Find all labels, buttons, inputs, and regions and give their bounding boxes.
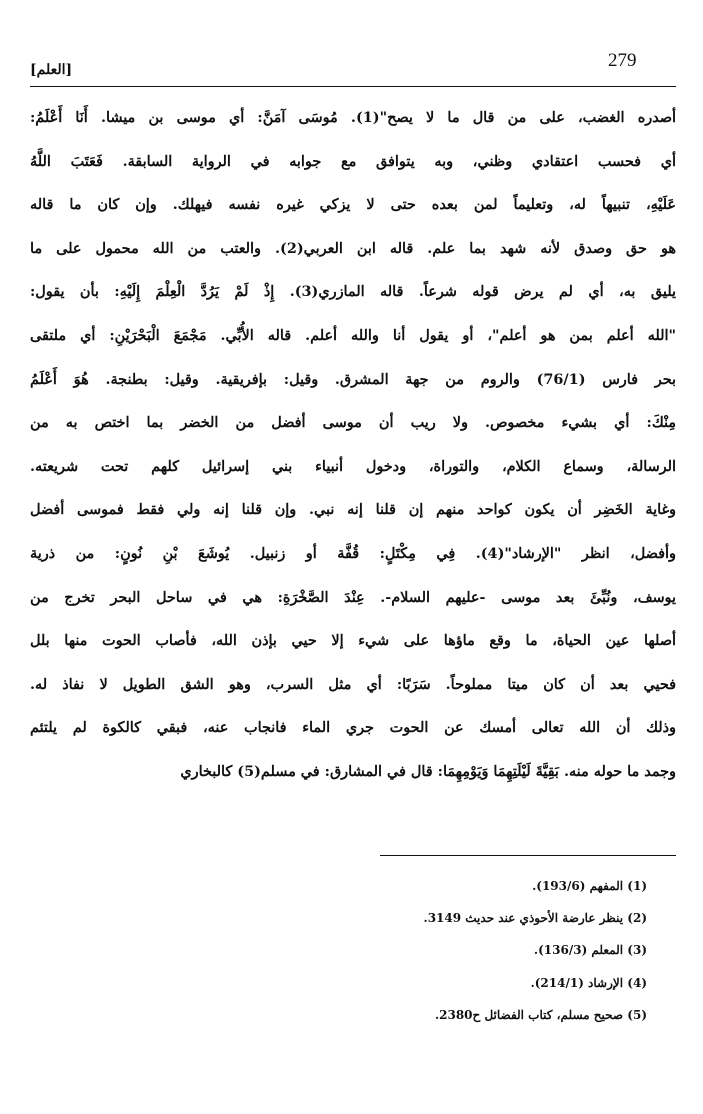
text-line: أي فحسب اعتقادي وظني، وبه يتوافق مع جوابه في الرواية السابقة. فَعَتَبَ اللَّهُ xyxy=(30,152,676,170)
footnote: (1) المفهم (193/6). xyxy=(532,879,647,893)
text-line: وغاية الخَضِر أن يكون كواحد منهم إن قلنا إنه نبي. وإن قلنا إنه ولي فقط فموسى أفضل xyxy=(30,501,676,519)
text-line: يليق به، أي لم يرض قوله شرعاً. قاله المازري(3). إِذْ لَمْ يَرُدَّ الْعِلْمَ إِلَيْهِ: بأن يقول: xyxy=(30,283,676,301)
footnotes xyxy=(327,870,647,1031)
text-line: بحر فارس (76/1) والروم من جهة المشرق. وقيل: بإفريقية. وقيل: بطنجة. هُوَ أَعْلَمُ xyxy=(30,370,676,388)
text-line: أصلها عين الحياة، ما وقع ماؤها على شيء إلا حيي بإذن الله، فأصاب الحوت منها بلل xyxy=(30,632,676,650)
text-line: وأفضل، انظر "الإرشاد"(4). فِي مِكْتَلٍ: قُفَّة أو زنبيل. يُوشَعَ بْنِ نُونٍ: من ذرية xyxy=(30,544,676,562)
text-line: وجمد ما حوله منه. بَقِيَّةَ لَيْلَتِهِمَا وَيَوْمِهِمَا: قال في المشارق: في مسلم(5) كالبخاري xyxy=(180,762,676,780)
page-number: 279 xyxy=(608,50,637,71)
footnote-rule xyxy=(380,855,676,856)
text-line: عَلَيْهِ، تنبيهاً له، وتعليماً لمن بعده حتى لا يزكي غيره نفسه فيهلك. وإن كان ما قاله xyxy=(30,196,676,214)
footnote: (3) المعلم (136/3). xyxy=(533,943,647,958)
footnote: (4) الإرشاد (214/1). xyxy=(530,975,647,990)
text-line: يوسف، ونُبِّئَ بعد موسى -عليهم السلام-. عِنْدَ الصَّخْرَةِ: هي في ساحل البحر تخرج من xyxy=(30,588,676,606)
footnote: (5) صحيح مسلم، كتاب الفضائل ح2380. xyxy=(434,1007,647,1022)
text-line: فحيي بعد أن كان ميتا مملوحاً. سَرَبًا: أي مثل السرب، وهو الشق الطويل لا نفاذ له. xyxy=(30,675,676,693)
footnote: (2) ينظر عارضة الأحوذي عند حديث 3149. xyxy=(423,911,647,926)
text-line: وذلك أن الله تعالى أمسك عن الحوت جري الماء فانجاب عنه، فبقي كالكوة لم يلتئم xyxy=(30,719,676,737)
running-head: [العلم] xyxy=(30,62,73,78)
header-rule xyxy=(30,86,676,87)
text-line: "الله أعلم بمن هو أعلم"، أو يقول أنا والله أعلم. قاله الأُبِّي. مَجْمَعَ الْبَحْرَيْنِ: أي ملتقى xyxy=(30,326,676,344)
text-line: الرسالة، وسماع الكلام، والتوراة، ودخول أنبياء بني إسرائيل كلهم تحت شريعته. xyxy=(30,457,676,475)
main-text xyxy=(30,96,676,794)
text-line: مِنْكَ: أي بشيء مخصوص. ولا ريب أن موسى أفضل من الخضر بما اختص به من xyxy=(30,414,676,432)
text-line: هو حق وصدق لأنه شهد بما علم. قاله ابن العربي(2). والعتب من الله محمول على ما xyxy=(30,239,676,257)
text-line: أصدره الغضب، على من قال ما لا يصح"(1). مُوسَى آمَنَّ: أي موسى بن ميشا. أَنَا أَعْلَمُ: xyxy=(30,109,676,126)
